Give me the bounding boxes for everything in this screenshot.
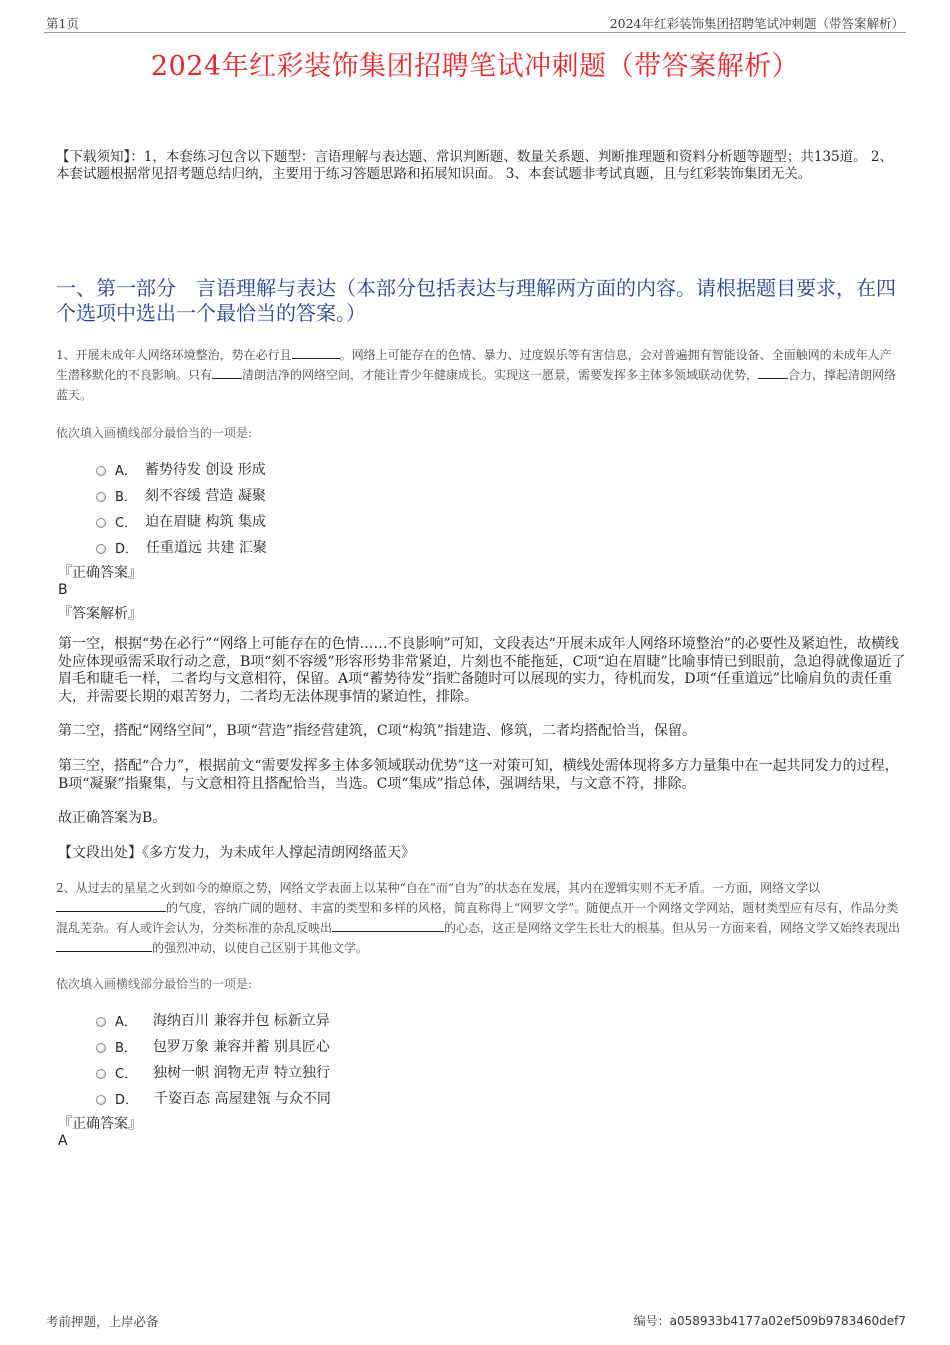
fill-blank — [56, 899, 166, 912]
radio-icon[interactable] — [96, 1017, 106, 1027]
option-a[interactable] — [96, 1007, 331, 1033]
option-text: 独树一帜 润物无声 特立独行 — [153, 1065, 330, 1081]
option-a[interactable] — [96, 456, 267, 482]
question-2-stem — [56, 878, 902, 958]
question-2-options — [96, 1007, 331, 1111]
option-text: 任重道远 共建 汇聚 — [146, 540, 267, 556]
q2-stem-part: 的强烈冲动，以使自己区别于其他文学。 — [152, 941, 369, 955]
option-text: 刻不容缓 营造 凝聚 — [144, 488, 266, 504]
fill-blank — [292, 346, 340, 359]
option-text: 迫在眉睫 构筑 集成 — [145, 514, 266, 530]
option-letter: D． — [115, 541, 139, 557]
radio-icon[interactable] — [96, 1069, 106, 1079]
page-number: 第1页 — [46, 16, 79, 31]
q1-stem-part: 合力，撑起清朗网络蓝天。 — [56, 368, 897, 402]
question-2-instruction: 依次填入画横线部分最恰当的一项是: — [56, 977, 253, 991]
q2-stem-part: 的气度，容纳广阔的题材、丰富的类型和多样的风格，简直称得上“网罗文学”。随便点开一个网络文学网站，题材类型应有尽有，作品分类混乱芜杂。有人或许会认为，分类标准的杂乱反映出 — [56, 901, 899, 935]
fill-blank — [332, 919, 444, 932]
answer-label: 『正确答案』 — [58, 565, 142, 581]
option-letter: D． — [115, 1092, 139, 1108]
radio-icon[interactable] — [96, 466, 106, 476]
q1-stem-part: 。网络上可能存在的色情、暴力、过度娱乐等有害信息，会对普遍拥有智能设备、全面触网的未成年人产生潜移默化的不良影响。只有 — [56, 348, 892, 382]
footer-serial: 编号：a058933b4177a02ef509b9783460def7 — [633, 1314, 906, 1328]
section-heading: 一、第一部分 言语理解与表达（本部分包括表达与理解两方面的内容。请根据题目要求，在四个选项中选出一个最恰当的答案。） — [56, 276, 896, 325]
option-b[interactable] — [96, 1033, 331, 1059]
option-letter: A． — [115, 1014, 137, 1030]
option-c[interactable] — [96, 1059, 331, 1085]
radio-icon[interactable] — [96, 1043, 106, 1053]
analysis-paragraph-2: 第二空，搭配“网络空间”，B项“营造”指经营建筑，C项“构筑”指建造、修筑，二者均搭配恰当，保留。 — [58, 723, 696, 739]
analysis-paragraph-1: 第一空，根据“势在必行”“网络上可能存在的色情……不良影响”可知，文段表达“开展未成年人网络环境整治”的必要性及紧迫性，故横线处应体现亟需采取行动之意，B项“刻不容缓”形容形势非常紧迫，片刻也不能拖延，C项“迫在眉睫”比喻事情已到眼前，急迫得就像逼近了眉毛和睫毛一样，二者均与文意相符，保留。A项“蓄势待发”指贮备随时可以展现的实力，待机而发，D项“任重道远”比喻肩负的责任重大，并需要长期的艰苦努力，二者均无法体现事情的紧迫性，排除。 — [58, 636, 906, 705]
footer-slogan: 考前押题，上岸必备 — [46, 1314, 159, 1329]
radio-icon[interactable] — [96, 1095, 106, 1105]
option-text: 千姿百态 高屋建瓴 与众不同 — [154, 1091, 331, 1107]
option-text: 蓄势待发 创设 形成 — [144, 462, 266, 478]
page-header — [44, 12, 906, 33]
radio-icon[interactable] — [96, 518, 106, 528]
radio-icon[interactable] — [96, 492, 106, 502]
option-c[interactable] — [96, 508, 267, 534]
document-title: 2024年红彩装饰集团招聘笔试冲刺题（带答案解析） — [150, 51, 800, 82]
answer-value: A — [58, 1133, 68, 1149]
fill-blank — [758, 366, 788, 379]
option-d[interactable] — [96, 534, 267, 560]
option-letter: B． — [115, 1040, 137, 1056]
radio-icon[interactable] — [96, 544, 106, 554]
option-letter: C． — [115, 1066, 138, 1082]
answer-value: B — [58, 582, 68, 598]
option-letter: A． — [115, 463, 137, 479]
option-text: 海纳百川 兼容并包 标新立异 — [152, 1013, 330, 1029]
question-1-instruction: 依次填入画横线部分最恰当的一项是: — [56, 426, 253, 440]
q1-stem-part: 清朗洁净的网络空间，才能让青少年健康成长。实现这一愿景，需要发挥多主体多领域联动优势， — [242, 368, 759, 382]
analysis-label: 『答案解析』 — [58, 606, 142, 622]
analysis-paragraph-3: 第三空，搭配“合力”，根据前文“需要发挥多主体多领域联动优势”这一对策可知，横线处需体现将多方力量集中在一起共同发力的过程，B项“凝聚”指聚集，与文意相符且搭配恰当，当选。C项“集成”指总体，强调结果，与文意不符，排除。 — [58, 758, 899, 792]
q2-stem-part: 2、从过去的星星之火到如今的燎原之势，网络文学表面上以某种“自在”而“自为”的状态在发展，其内在逻辑实则不无矛盾。一方面，网络文学以 — [56, 881, 821, 895]
q1-stem-part: 1、开展未成年人网络环境整治，势在必行且 — [56, 348, 292, 362]
question-1-options — [96, 456, 267, 560]
option-letter: C． — [115, 515, 138, 531]
option-letter: B． — [115, 489, 137, 505]
download-notice: 【下载须知】：1，本套练习包含以下题型：言语理解与表达题、常识判断题、数量关系题、判断推理题和资料分析题等题型；共135道。 2、本套试题根据常见招考题总结归纳，主要用于练习答题思路和拓展知识面。 3、本套试题非考试真题，且与红彩装饰集团无关。 — [56, 149, 893, 182]
answer-label: 『正确答案』 — [58, 1116, 142, 1132]
option-text: 包罗万象 兼容并蓄 别具匠心 — [152, 1039, 330, 1055]
q2-stem-part: 的心态，这正是网络文学生长壮大的根基。但从另一方面来看，网络文学又始终表现出 — [444, 921, 901, 935]
fill-blank — [212, 366, 242, 379]
header-doc-title: 2024年红彩装饰集团招聘笔试冲刺题（带答案解析） — [609, 16, 904, 31]
option-d[interactable] — [96, 1085, 331, 1111]
analysis-conclusion: 故正确答案为B。 — [58, 810, 167, 826]
fill-blank — [56, 939, 152, 952]
source-citation: 【文段出处】《多方发力，为未成年人撑起清朗网络蓝天》 — [58, 845, 415, 861]
question-1-stem — [56, 345, 902, 405]
option-b[interactable] — [96, 482, 267, 508]
